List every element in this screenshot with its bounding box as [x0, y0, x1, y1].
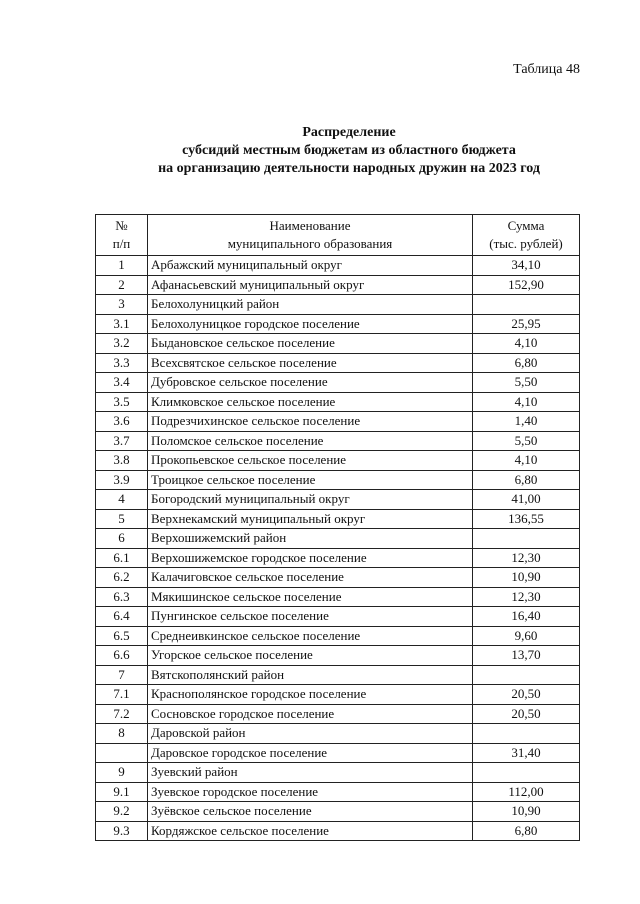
row-name: Зуевское городское поселение [148, 782, 473, 802]
row-sum: 10,90 [473, 802, 580, 822]
title-line-3: на организацию деятельности народных дружин на 2023 год [158, 161, 540, 176]
row-number: 9.3 [96, 821, 148, 841]
table-row [96, 607, 580, 627]
row-name: Арбажский муниципальный округ [148, 256, 473, 276]
row-name: Поломское сельское поселение [148, 431, 473, 451]
table-row [96, 529, 580, 549]
row-name: Верхнекамский муниципальный округ [148, 509, 473, 529]
row-sum: 136,55 [473, 509, 580, 529]
row-name: Мякишинское сельское поселение [148, 587, 473, 607]
row-sum [473, 724, 580, 744]
row-number: 3.3 [96, 353, 148, 373]
row-name: Зуёвское сельское поселение [148, 802, 473, 822]
table-row [96, 431, 580, 451]
row-sum [473, 763, 580, 783]
row-number: 3.4 [96, 373, 148, 393]
row-number: 9.1 [96, 782, 148, 802]
table-row [96, 587, 580, 607]
row-sum: 20,50 [473, 704, 580, 724]
table-row [96, 256, 580, 276]
row-sum: 4,10 [473, 451, 580, 471]
row-name: Подрезчихинское сельское поселение [148, 412, 473, 432]
row-number: 6.3 [96, 587, 148, 607]
row-name: Верхошижемский район [148, 529, 473, 549]
title-line-1: Распределение [302, 125, 396, 140]
row-sum: 4,10 [473, 334, 580, 354]
row-number: 2 [96, 275, 148, 295]
table-row [96, 724, 580, 744]
row-name: Пунгинское сельское поселение [148, 607, 473, 627]
title-line-2: субсидий местным бюджетам из областного бюджета [182, 143, 516, 158]
row-name: Зуевский район [148, 763, 473, 783]
document-title [0, 124, 640, 178]
row-sum: 12,30 [473, 548, 580, 568]
row-number: 5 [96, 509, 148, 529]
table-row [96, 392, 580, 412]
row-sum: 10,90 [473, 568, 580, 588]
table-row [96, 373, 580, 393]
table-row [96, 470, 580, 490]
row-number: 1 [96, 256, 148, 276]
row-number: 7.1 [96, 685, 148, 705]
row-name: Прокопьевское сельское поселение [148, 451, 473, 471]
row-sum: 152,90 [473, 275, 580, 295]
row-sum: 5,50 [473, 431, 580, 451]
row-name: Даровское городское поселение [148, 743, 473, 763]
row-sum [473, 295, 580, 315]
table-row [96, 334, 580, 354]
row-sum: 6,80 [473, 470, 580, 490]
row-number: 6.5 [96, 626, 148, 646]
row-number: 9.2 [96, 802, 148, 822]
row-number: 3.6 [96, 412, 148, 432]
row-sum: 4,10 [473, 392, 580, 412]
row-number: 3.5 [96, 392, 148, 412]
row-name: Вятскополянский район [148, 665, 473, 685]
row-number: 3 [96, 295, 148, 315]
row-sum: 1,40 [473, 412, 580, 432]
row-name: Быдановское сельское поселение [148, 334, 473, 354]
table-row [96, 451, 580, 471]
row-number: 3.2 [96, 334, 148, 354]
row-sum: 9,60 [473, 626, 580, 646]
header-sum: Сумма (тыс. рублей) [473, 215, 580, 256]
table-row [96, 704, 580, 724]
subsidy-table [95, 214, 580, 841]
header-name: Наименование муниципального образования [148, 215, 473, 256]
table-row [96, 782, 580, 802]
table-row [96, 626, 580, 646]
row-sum: 13,70 [473, 646, 580, 666]
row-name: Среднеивкинское сельское поселение [148, 626, 473, 646]
row-name: Всехсвятское сельское поселение [148, 353, 473, 373]
row-name: Угорское сельское поселение [148, 646, 473, 666]
row-number: 9 [96, 763, 148, 783]
table-row [96, 821, 580, 841]
row-name: Калачиговское сельское поселение [148, 568, 473, 588]
table-row [96, 802, 580, 822]
row-name: Верхошижемское городское поселение [148, 548, 473, 568]
row-sum: 5,50 [473, 373, 580, 393]
row-sum [473, 665, 580, 685]
table-row [96, 412, 580, 432]
header-number: № п/п [96, 215, 148, 256]
row-sum [473, 529, 580, 549]
row-name: Белохолуницкое городское поселение [148, 314, 473, 334]
row-number [96, 743, 148, 763]
table-row [96, 743, 580, 763]
table-row [96, 568, 580, 588]
row-sum: 112,00 [473, 782, 580, 802]
row-number: 7 [96, 665, 148, 685]
row-name: Дубровское сельское поселение [148, 373, 473, 393]
row-name: Богородский муниципальный округ [148, 490, 473, 510]
row-name: Белохолуницкий район [148, 295, 473, 315]
row-number: 3.8 [96, 451, 148, 471]
row-number: 3.9 [96, 470, 148, 490]
table-number: Таблица 48 [513, 62, 580, 77]
row-name: Афанасьевский муниципальный округ [148, 275, 473, 295]
row-sum: 6,80 [473, 353, 580, 373]
row-number: 4 [96, 490, 148, 510]
row-name: Краснополянское городское поселение [148, 685, 473, 705]
table-row [96, 314, 580, 334]
row-number: 3.1 [96, 314, 148, 334]
row-sum: 6,80 [473, 821, 580, 841]
row-number: 6.6 [96, 646, 148, 666]
table-row [96, 353, 580, 373]
row-sum: 12,30 [473, 587, 580, 607]
row-name: Даровской район [148, 724, 473, 744]
table-row [96, 665, 580, 685]
table-header-row [96, 215, 580, 256]
row-sum: 34,10 [473, 256, 580, 276]
row-number: 6.1 [96, 548, 148, 568]
row-number: 8 [96, 724, 148, 744]
row-sum: 25,95 [473, 314, 580, 334]
row-sum: 31,40 [473, 743, 580, 763]
table-row [96, 490, 580, 510]
row-number: 6.2 [96, 568, 148, 588]
row-number: 7.2 [96, 704, 148, 724]
row-number: 3.7 [96, 431, 148, 451]
row-sum: 16,40 [473, 607, 580, 627]
table-row [96, 509, 580, 529]
row-number: 6.4 [96, 607, 148, 627]
table-row [96, 275, 580, 295]
row-sum: 41,00 [473, 490, 580, 510]
table-row [96, 295, 580, 315]
row-number: 6 [96, 529, 148, 549]
table-row [96, 763, 580, 783]
row-name: Кордяжское сельское поселение [148, 821, 473, 841]
table-row [96, 548, 580, 568]
row-sum: 20,50 [473, 685, 580, 705]
row-name: Сосновское городское поселение [148, 704, 473, 724]
table-row [96, 646, 580, 666]
row-name: Троицкое сельское поселение [148, 470, 473, 490]
table-row [96, 685, 580, 705]
row-name: Климковское сельское поселение [148, 392, 473, 412]
